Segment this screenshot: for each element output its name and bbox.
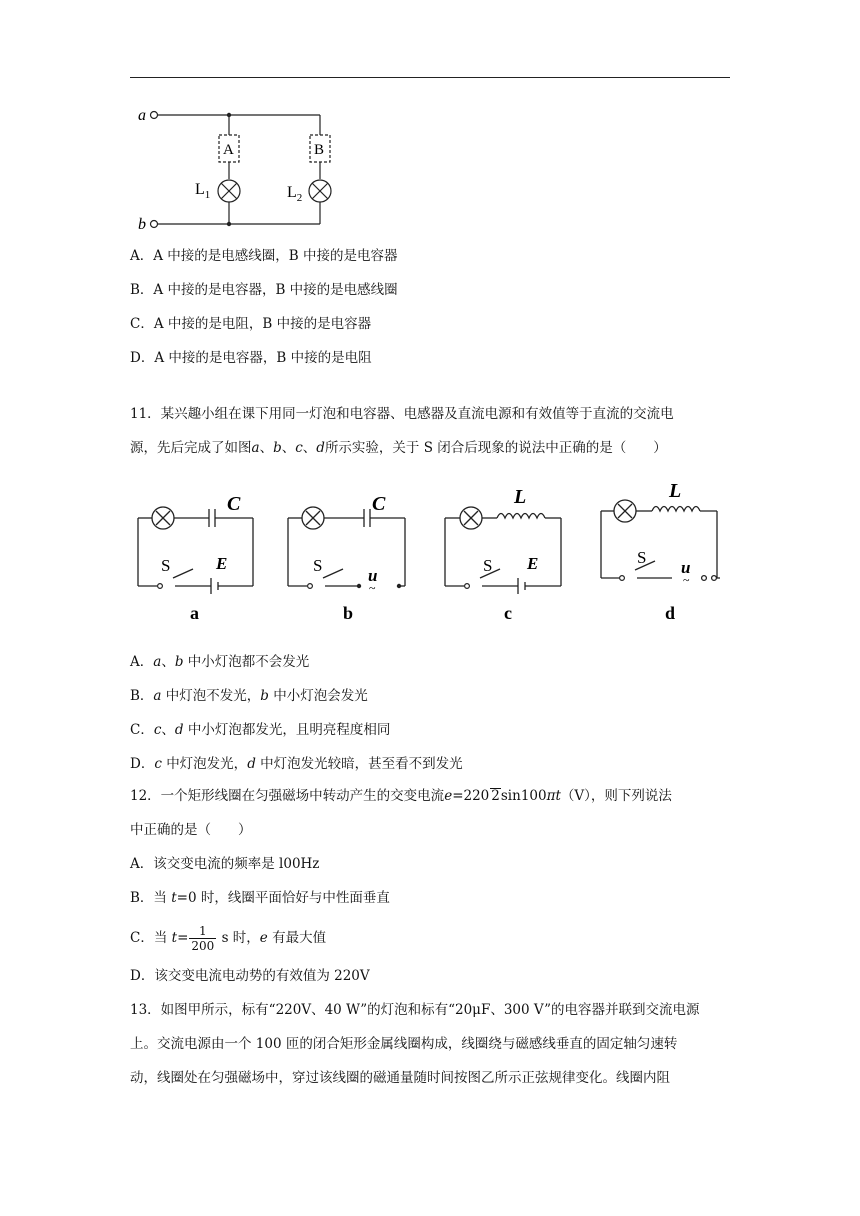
circuit-a-switch-label: S: [161, 556, 171, 575]
circuit-a-capacitor-label: C: [227, 493, 241, 515]
q12-option-d: D．该交变电流电动势的有效值为 220V: [130, 968, 370, 984]
q13-stem-line3: 动，线圈处在匀强磁场中，穿过该线圈的磁通量随时间按图乙所示正弦规律变化。线圈内阻: [130, 1070, 670, 1086]
q10-option-b: B．A 中接的是电容器，B 中接的是电感线圈: [130, 282, 398, 298]
q11-option-c: C．c、d 中小灯泡都发光，且明亮程度相同: [130, 722, 391, 738]
circuit-b-switch-label: S: [313, 556, 323, 575]
box-b-label: B: [314, 142, 325, 158]
circuit-a-caption: a: [190, 603, 199, 623]
fraction-1-200: $\frac{1}{200}$: [191, 924, 215, 953]
q12-option-a: A．该交变电流的频率是 l00Hz: [130, 856, 320, 872]
q11-stem-line2: 源，先后完成了如图a、b、c、d所示实验，关于 S 闭合后现象的说法中正确的是（ ）: [130, 440, 667, 456]
q13-stem-line1: 13．如图甲所示，标有“220V、40 W”的灯泡和标有“20μF、300 V”的电容器并联到交流电源: [130, 1002, 700, 1018]
box-a-label: A: [223, 142, 234, 158]
circuit-a-battery-label: E: [216, 554, 228, 573]
circuit-c-caption: c: [504, 603, 512, 623]
q10-option-a: A．A 中接的是电感线圈，B 中接的是电容器: [130, 248, 398, 264]
q12-option-b: B．当 t=0 时，线圈平面恰好与中性面垂直: [130, 890, 390, 906]
q12-stem-line1: 12．一个矩形线圈在匀强磁场中转动产生的交变电流e=220 2sin100πt（V），则下列说法: [130, 788, 672, 804]
circuit-c-battery-label: E: [527, 554, 539, 573]
circuit-d-ac-tilde: ~: [683, 573, 690, 587]
circuit-b-ac-tilde: ~: [369, 581, 376, 595]
circuit-b-caption: b: [343, 603, 354, 623]
terminal-a-label: a: [138, 107, 146, 124]
circuit-b-capacitor-label: C: [372, 493, 386, 515]
lamp-l1-label: $L_1$: [195, 181, 211, 201]
circuit-d-switch-label: S: [637, 548, 647, 567]
circuits-figure-abcd: [125, 478, 735, 628]
lamp-l2-label: $L_2$: [287, 184, 303, 204]
q11-option-a: A．a、b 中小灯泡都不会发光: [130, 654, 310, 670]
circuit-d-caption: d: [665, 603, 676, 623]
q12-option-c: C．当 t= $\frac{1}{200}$ s 时，e 有最大值: [130, 924, 327, 953]
circuit-d-inductor-label: L: [669, 480, 682, 502]
terminal-b-label: b: [138, 216, 146, 233]
circuit-c-switch-label: S: [483, 556, 493, 575]
circuit-d-ac-label: u: [681, 558, 691, 577]
q13-stem-line2: 上。交流电源由一个 100 匝的闭合矩形金属线圈构成，线圈绕与磁感线垂直的固定轴匀速转: [130, 1036, 678, 1052]
q11-option-b: B．a 中灯泡不发光，b 中小灯泡会发光: [130, 688, 368, 704]
q11-stem-line1: 11．某兴趣小组在课下用同一灯泡和电容器、电感器及直流电源和有效值等于直流的交流电: [130, 406, 674, 422]
header-rule: [130, 77, 730, 78]
q11-option-d: D．c 中灯泡发光，d 中灯泡发光较暗，甚至看不到发光: [130, 756, 463, 772]
q12-stem-line2: 中正确的是（ ）: [130, 822, 252, 838]
circuit-figure-ab: [130, 100, 360, 235]
circuit-c-inductor-label: L: [514, 486, 527, 508]
q10-option-d: D．A 中接的是电容器，B 中接的是电阻: [130, 350, 372, 366]
q10-option-c: C．A 中接的是电阻，B 中接的是电容器: [130, 316, 372, 332]
circuit-b-ac-label: u: [368, 566, 378, 585]
